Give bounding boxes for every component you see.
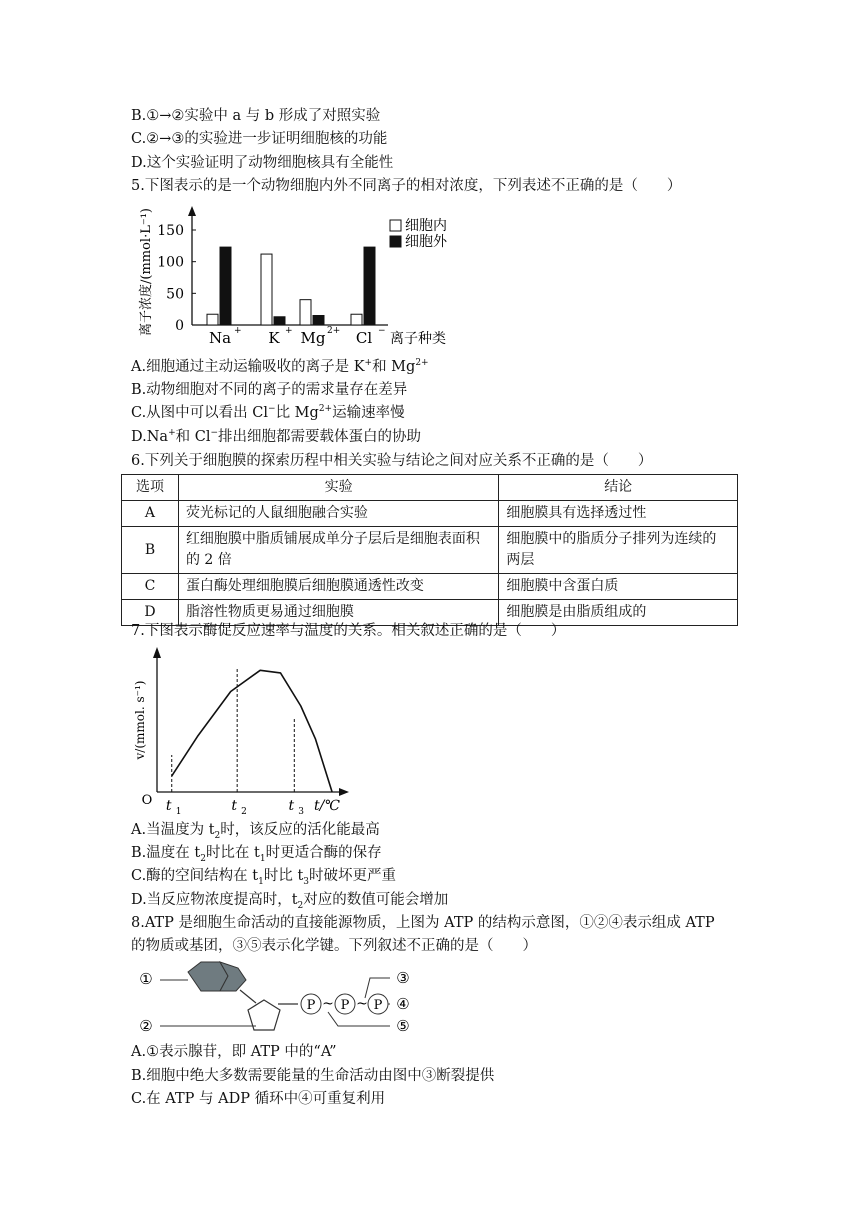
x-tick-label: Mg	[300, 329, 326, 347]
bar	[261, 254, 272, 325]
bar	[313, 316, 324, 326]
q5-option-d-text1: D.Na	[131, 429, 169, 445]
y-axis-arrow	[153, 647, 161, 658]
x-tick-sub: 3	[298, 807, 305, 817]
table-cell: 细胞膜是由脂质组成的	[499, 600, 738, 626]
q4-option-d: D.这个实验证明了动物细胞核具有全能性	[131, 155, 394, 171]
x-axis-arrow	[339, 788, 349, 796]
table-header-cell: 结论	[499, 475, 738, 501]
table-cell: 细胞膜中的脂质分子排列为连续的两层	[499, 527, 738, 574]
x-tick-label: K	[268, 329, 280, 347]
table-cell: 红细胞膜中脂质铺展成单分子层后是细胞表面积的 2 倍	[178, 527, 498, 574]
label-2: ②	[139, 1017, 153, 1035]
q5-option-d-text3: 排出细胞都需要载体蛋白的协助	[218, 429, 421, 445]
legend-swatch	[390, 236, 401, 247]
table-cell: A	[122, 501, 179, 527]
q5-option-a-text1: A.细胞通过主动运输吸收的离子是 K	[131, 359, 365, 375]
bar	[220, 247, 231, 325]
q8-option-a: A.①表示腺苷，即 ATP 中的“A”	[131, 1044, 337, 1060]
x-axis-label: t/℃	[313, 798, 341, 814]
bar	[207, 314, 218, 325]
table-cell: C	[122, 574, 179, 600]
table-cell: D	[122, 600, 179, 626]
phosphate-3-label: P	[373, 998, 383, 1013]
q4-option-b: B.①→②实验中 a 与 b 形成了对照实验	[131, 108, 381, 124]
x-tick-sub: 2	[241, 807, 247, 817]
q7-option-b	[131, 843, 382, 863]
x-tick-label: t	[165, 798, 172, 814]
sup: −	[210, 428, 218, 439]
legend-swatch	[390, 220, 401, 231]
q5-stem: 5.下图表示的是一个动物细胞内外不同离子的相对浓度，下列表述不正确的是（ ）	[131, 178, 682, 194]
y-tick-label: 150	[157, 223, 184, 239]
q4-option-c: C.②→③的实验进一步证明细胞核的功能	[131, 131, 388, 147]
x-tick-sup: +	[234, 326, 242, 336]
glycosidic-bond	[240, 990, 256, 1003]
bar	[274, 317, 285, 325]
q7-option-a-text1: A.当温度为 t	[131, 822, 215, 838]
rate-curve	[172, 670, 332, 792]
q7-option-c	[131, 866, 396, 886]
atp-structure-diagram	[128, 958, 428, 1038]
table-cell: 蛋白酶处理细胞膜后细胞膜通透性改变	[178, 574, 498, 600]
table-header-row	[122, 475, 738, 501]
x-tick-label: Cl	[355, 329, 373, 347]
x-tick-sup: −	[378, 326, 386, 336]
q8-stem-line1: 8.ATP 是细胞生命活动的直接能源物质，上图为 ATP 的结构示意图，①②④表示组成 ATP	[131, 915, 715, 931]
y-tick-label: 50	[166, 286, 184, 303]
table-cell: 脂溶性物质更易通过细胞膜	[178, 600, 498, 626]
label-3: ③	[396, 969, 410, 987]
q8-option-b: B.细胞中绝大多数需要能量的生命活动由图中③断裂提供	[131, 1068, 495, 1084]
sup: −	[268, 404, 276, 415]
sub: 2	[214, 830, 221, 841]
sup: 2+	[318, 404, 333, 415]
q5-option-c-text3: 运输速率慢	[332, 405, 405, 421]
ion-concentration-bar-chart	[128, 200, 468, 355]
y-axis-arrow	[188, 206, 196, 216]
q7-option-a-text2: 时，该反应的活化能最高	[220, 822, 380, 838]
sup: +	[364, 358, 373, 369]
enzyme-rate-temperature-chart	[135, 642, 365, 817]
q5-option-c-text2: 比 Mg	[275, 405, 319, 421]
x-tick-label: t	[288, 798, 295, 814]
q7-option-c-text3: 时破坏更严重	[309, 868, 397, 884]
table-row	[122, 527, 738, 574]
legend-label: 细胞外	[405, 234, 447, 250]
sup: +	[168, 428, 176, 439]
q8-option-c: C.在 ATP 与 ADP 循环中④可重复利用	[131, 1091, 386, 1107]
phosphate-2-label: P	[340, 998, 350, 1013]
q7-stem: 7.下图表示酶促反应速率与温度的关系。相关叙述正确的是（ ）	[131, 623, 566, 639]
bar	[364, 247, 375, 325]
q7-option-b-text1: B.温度在 t	[131, 845, 201, 861]
label-4: ④	[396, 995, 410, 1013]
y-tick-label: 0	[175, 318, 184, 334]
table-cell: B	[122, 527, 179, 574]
x-tick-sup: +	[285, 326, 293, 336]
legend-label: 细胞内	[405, 218, 447, 234]
x-tick-sub: 1	[175, 807, 182, 817]
origin-label: O	[141, 793, 153, 808]
q5-option-c-text1: C.从图中可以看出 Cl	[131, 405, 269, 421]
y-tick-label: 100	[157, 254, 184, 271]
label-1: ①	[139, 970, 153, 988]
table-row	[122, 501, 738, 527]
table-cell: 细胞膜具有选择透过性	[499, 501, 738, 527]
x-tick-sup: 2+	[327, 326, 341, 336]
y-axis-label: v/(mmol. s⁻¹)	[133, 680, 147, 760]
table-cell: 细胞膜中含蛋白质	[499, 574, 738, 600]
table-header-cell: 选项	[122, 475, 179, 501]
sub: 3	[303, 876, 310, 887]
q8-stem-line2: 的物质或基团，③⑤表示化学键。下列叙述不正确的是（ ）	[131, 938, 537, 954]
q7-option-b-text3: 时更适合酶的保存	[265, 845, 382, 861]
q7-option-d-text2: 对应的数值可能会增加	[303, 892, 449, 908]
q6-stem: 6.下列关于细胞膜的探索历程中相关实验与结论之间对应关系不正确的是（ ）	[131, 453, 653, 469]
bar	[300, 300, 311, 325]
table-row	[122, 574, 738, 600]
y-axis-label: 离子浓度/(mmol·L⁻¹)	[139, 207, 154, 337]
x-axis-label: 离子种类	[390, 331, 446, 347]
sub: 2	[200, 853, 206, 864]
q5-option-d-text2: 和 Cl	[175, 429, 211, 445]
q5-option-c	[131, 403, 405, 423]
q5-option-b: B.动物细胞对不同的离子的需求量存在差异	[131, 382, 408, 398]
phosphate-1-label: P	[306, 998, 316, 1013]
high-energy-bond-1: ~	[322, 996, 334, 1012]
q7-option-a	[131, 820, 380, 840]
q7-option-d-text1: D.当反应物浓度提高时，t	[131, 892, 298, 908]
sub: 1	[258, 876, 264, 887]
q5-option-a	[131, 357, 429, 377]
q5-option-a-text2: 和 Mg	[372, 359, 416, 375]
q7-option-b-text2: 时比在 t	[205, 845, 260, 861]
q5-option-d	[131, 427, 421, 447]
q6-table	[121, 474, 738, 626]
q7-option-d	[131, 890, 448, 910]
label-5: ⑤	[396, 1017, 410, 1035]
high-energy-bond-2: ~	[356, 996, 368, 1012]
q7-option-c-text2: 时比 t	[263, 868, 304, 884]
x-tick-label: t	[231, 798, 237, 814]
q7-option-c-text1: C.酶的空间结构在 t	[131, 868, 259, 884]
x-tick-label: Na	[208, 329, 232, 347]
sub: 2	[297, 900, 304, 911]
bar	[351, 314, 362, 325]
sup: 2+	[415, 358, 429, 369]
table-header-cell: 实验	[178, 475, 498, 501]
table-cell: 荧光标记的人鼠细胞融合实验	[178, 501, 498, 527]
sub: 1	[259, 853, 266, 864]
